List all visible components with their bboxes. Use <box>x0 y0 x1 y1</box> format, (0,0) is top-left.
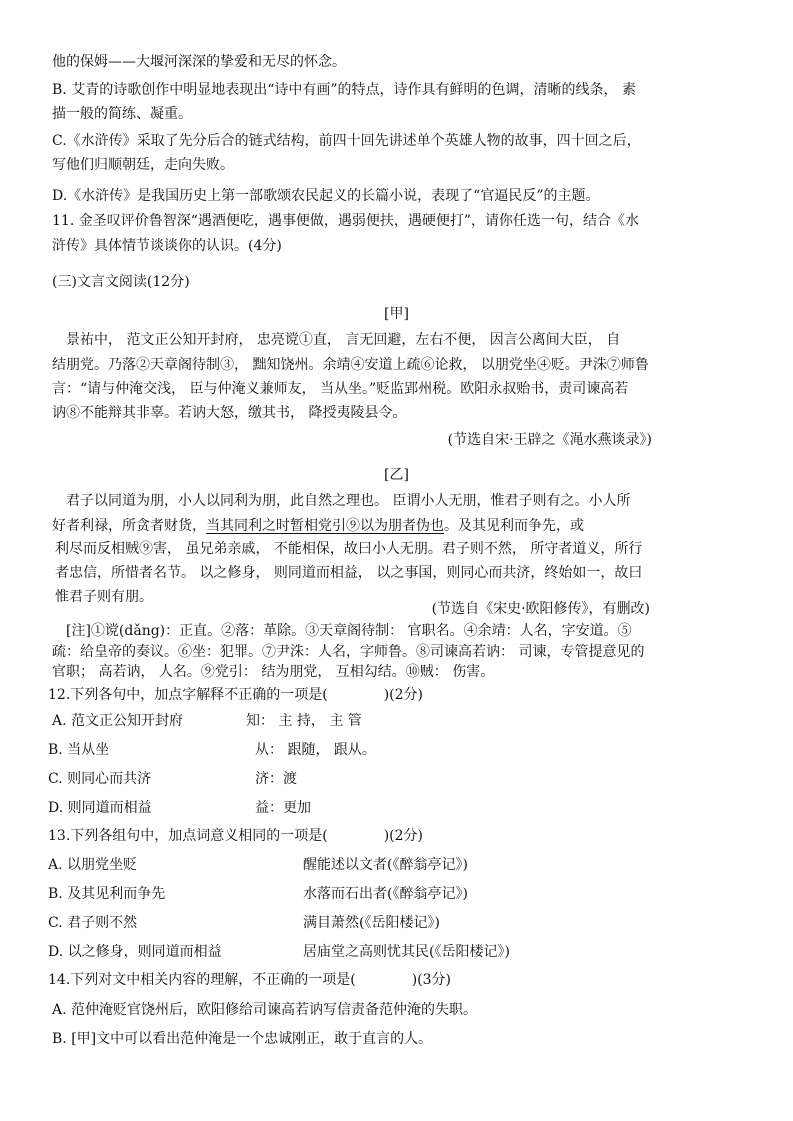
q12-option-b-gloss: 从： 跟随， 跟从。 <box>255 742 376 758</box>
passage-yi-line: 惟君子则有朋。 <box>55 589 153 605</box>
q12-option-b: B. 当从坐 <box>48 742 110 758</box>
q14-option-a: A. 范仲淹贬官饶州后，欧阳修给司谏高若讷写信责备范仲淹的失职。 <box>52 1002 478 1018</box>
q13-option-c: C. 君子则不然 <box>48 915 138 931</box>
q12-option-a-gloss: 知： 主 持， 主 管 <box>246 713 362 729</box>
q14-option-b: B. [甲]文中可以看出范仲淹是一个忠诚刚正，敢于直言的人。 <box>52 1031 433 1047</box>
q12-option-d: D. 则同道而相益 <box>48 800 152 816</box>
notes-line: 官职； 高若讷， 人名。⑨党引： 结为朋党， 互相勾结。⑩贼： 伤害。 <box>52 664 495 680</box>
question-13: 13.下列各组句中，加点词意义相同的一项是( )(2分) <box>48 828 424 844</box>
q13-option-a-compare: 醒能述以文者(《醉翁亭记》) <box>303 857 468 873</box>
q13-option-a: A. 以朋党坐贬 <box>48 857 138 873</box>
passage-yi-line <box>52 516 584 536</box>
text-line: 写他们归顺朝廷，走向失败。 <box>52 157 234 173</box>
text-line: 描一般的简练、凝重。 <box>52 106 192 122</box>
q12-option-d-gloss: 益：更加 <box>255 800 311 816</box>
text-line: 他的保姆——大堰河深深的挚爱和无尽的怀念。 <box>52 54 346 70</box>
question-11: 11. 金圣叹评价鲁智深“遇酒便吃，遇事便做，遇弱便扶，遇硬便打”，请你任选一句，结合《水 <box>52 213 640 229</box>
question-14: 14.下列对文中相关内容的理解，不正确的一项是( )(3分) <box>48 972 452 988</box>
passage-yi-line: 君子以同道为朋，小人以同利为朋，此自然之理也。 臣谓小人无朋，惟君子则有之。小人所 <box>52 493 631 509</box>
passage-yi-source: (节选自《宋史·欧阳修传》，有删改) <box>431 601 650 617</box>
notes-line: [注]①谠(dǎng)：正直。②落：革除。③天章阁待制： 官职名。④余靖：人名，字安道。⑤ <box>52 623 632 639</box>
option-c-text: C.《水浒传》采取了先分后合的链式结构，前四十回先讲述单个英雄人物的故事，四十回之后， <box>52 133 641 149</box>
option-d-text: D.《水浒传》是我国历史上第一部歌颂农民起义的长篇小说，表现了“官逼民反”的主题。 <box>52 188 600 204</box>
passage-jia-line: 景祐中， 范文正公知开封府， 忠亮谠①直， 言无回避，左右不便， 因言公离间大臣， 自 <box>52 332 621 348</box>
section-heading: (三)文言文阅读(12分) <box>52 274 190 290</box>
q13-option-c-compare: 满目萧然(《岳阳楼记》) <box>303 915 440 931</box>
passage-yi-text: 好者利禄，所贪者财货， <box>52 518 206 534</box>
passage-jia-line: 结朋党。乃落②天章阁待制③， 黜知饶州。余靖④安道上疏⑥论救， 以朋党坐④贬。尹洙⑦师鲁 <box>52 357 649 373</box>
question-12: 12.下列各句中，加点字解释不正确的一项是( )(2分) <box>48 687 424 703</box>
notes-line: 疏：给皇帝的奏议。⑥坐：犯罪。⑦尹洙：人名，字师鲁。⑧司谏高若讷： 司谏，专管提意见的 <box>52 644 645 660</box>
q12-option-a: A. 范文正公知开封府 <box>52 713 184 729</box>
underlined-sentence: 当其同利之时暂相党引⑨以为朋者伪也 <box>206 518 444 534</box>
q13-option-b: B. 及其见利而争先 <box>48 886 166 902</box>
passage-jia-line: 言：“请与仲淹交浅， 臣与仲淹义兼师友， 当从坐。”贬监郢州税。欧阳永叔贻书，责司谏高若 <box>52 381 629 397</box>
option-b-text: B. 艾青的诗歌创作中明显地表现出“诗中有画”的特点，诗作具有鲜明的色调，清晰的线条， 素 <box>52 82 636 98</box>
text-line: 浒传》具体情节谈谈你的认识。(4分) <box>52 238 282 254</box>
q13-option-d: D. 以之修身，则同道而相益 <box>48 944 222 960</box>
passage-jia-source: (节选自宋·王辟之《渑水燕谈录》) <box>447 432 652 448</box>
passage-yi-line: 者忠信，所惜者名节。 以之修身， 则同道而相益， 以之事国，则同心而共济，终始如一，故曰 <box>55 565 643 581</box>
passage-yi-line: 利尽而反相贼⑨害， 虽兄弟亲戚， 不能相保，故曰小人无朋。君子则不然， 所守者道义，所行 <box>55 541 643 557</box>
q12-option-c: C. 则同心而共济 <box>48 771 152 787</box>
q13-option-b-compare: 水落而石出者(《醉翁亭记》) <box>303 886 468 902</box>
passage-jia-label: [甲] <box>384 306 409 322</box>
q13-option-d-compare: 居庙堂之高则忧其民(《岳阳楼记》) <box>303 944 510 960</box>
q12-option-c-gloss: 济：渡 <box>255 771 297 787</box>
passage-yi-text: 。及其见利而争先，或 <box>444 518 584 534</box>
passage-yi-label: [乙] <box>384 467 409 483</box>
passage-jia-line: 讷⑧不能辩其非辜。若讷大怒，缴其书， 降授夷陵县令。 <box>52 405 407 421</box>
